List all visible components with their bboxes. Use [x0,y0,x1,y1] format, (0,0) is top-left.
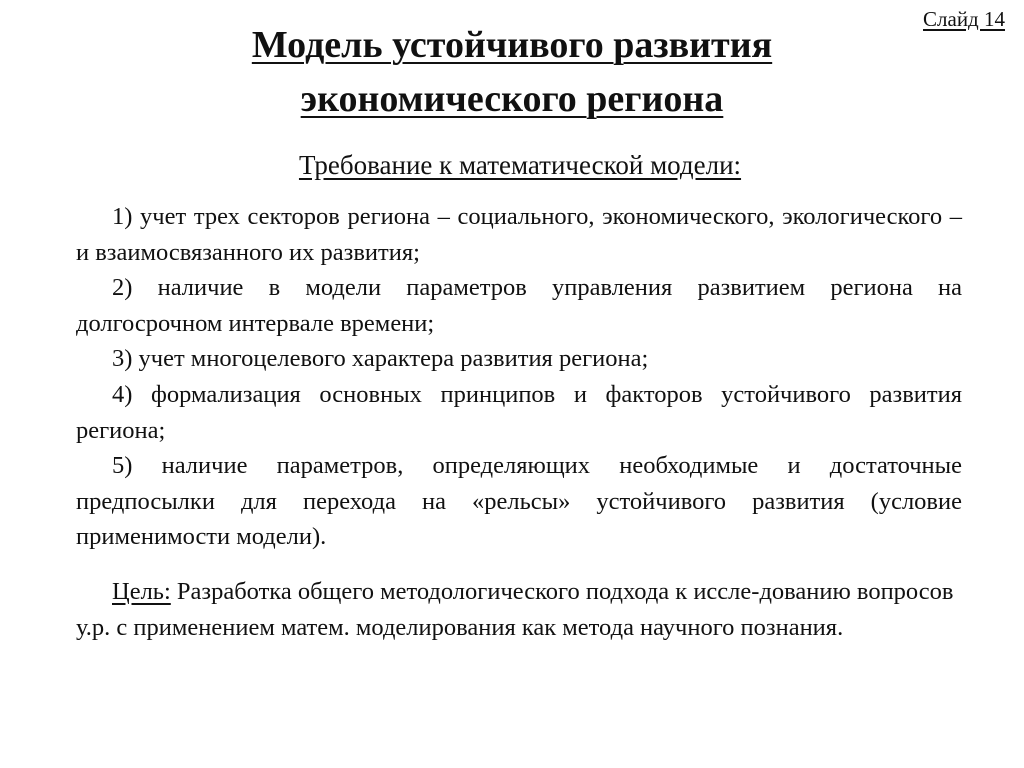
list-item: 2) наличие в модели параметров управления развитием региона на долгосрочном интервале времени; [76,274,962,337]
section-subtitle [0,148,1024,182]
goal-label: Цель: [112,578,171,605]
title-line-2: экономического региона [300,78,724,120]
requirements-list [76,199,962,555]
list-item: 5) наличие параметров, определяющих необходимые и достаточные предпосылки для перехода на «рельсы» устойчивого развития (условие применимости модели). [76,452,962,551]
goal-text: Разработка общего методологического подхода к иссле-дованию вопросов у.р. с применением матем. моделирования как метода научного познания. [76,578,954,641]
list-item: 3) учет многоцелевого характера развития региона; [112,345,649,373]
goal-paragraph [76,574,956,646]
subtitle-text: Требование к математической модели: [298,150,742,180]
slide-number: Слайд 14 [923,7,1005,31]
list-item: 4) формализация основных принципов и факторов устойчивого развития региона; [76,380,962,444]
title-line-1: Модель устойчивого развития [251,24,773,66]
page-title [0,18,1024,126]
list-item: 1) учет трех секторов региона – социального, экономического, экологического – и взаимосвязанного их развития; [76,203,962,266]
